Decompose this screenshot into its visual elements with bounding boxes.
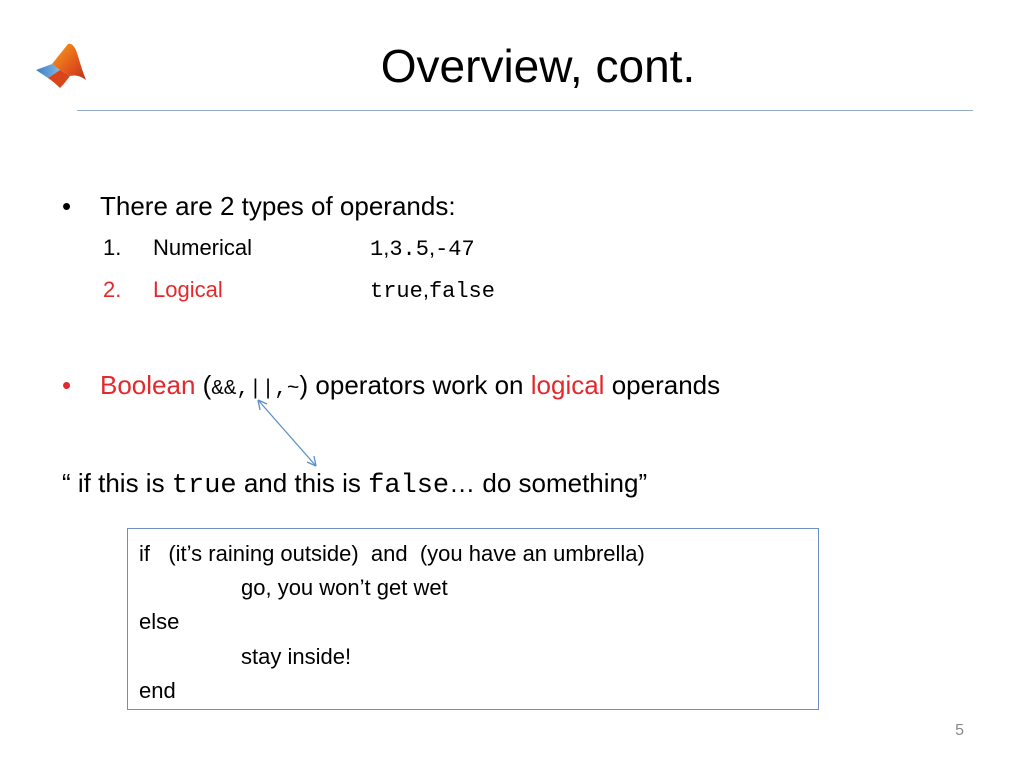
example-value: 3.5 — [389, 237, 429, 262]
page-number: 5 — [955, 722, 964, 739]
double-arrow-icon — [250, 392, 326, 474]
text-fragment: operands — [604, 370, 721, 400]
code-line-then: go, you won’t get wet — [241, 575, 448, 600]
slide-title: Overview, cont. — [380, 40, 696, 92]
text-fragment: ( — [195, 370, 212, 400]
quote-line — [62, 466, 647, 503]
list-number: 1. — [103, 235, 122, 260]
example-value: -47 — [435, 237, 475, 262]
list-label-logical: Logical — [153, 277, 223, 302]
code-false: false — [368, 471, 450, 501]
example-value: false — [428, 279, 495, 304]
title-divider — [77, 110, 973, 111]
text-fragment: and this is — [236, 468, 369, 498]
code-true: true — [171, 471, 237, 501]
example-value: true — [370, 279, 423, 304]
code-line-else: else — [139, 609, 180, 634]
logical-keyword: logical — [530, 370, 605, 400]
list-label-numerical: Numerical — [153, 235, 253, 260]
bullet-text: There are 2 types of operands: — [100, 191, 456, 221]
operator-symbols: &&,||,~ — [211, 378, 300, 401]
code-line-else-body: stay inside! — [241, 644, 352, 669]
bullet-marker: • — [62, 191, 72, 221]
bullet-text — [100, 369, 720, 406]
separator: , — [428, 235, 436, 260]
example-value: 1 — [370, 237, 384, 262]
numerical-examples — [370, 234, 475, 264]
text-fragment: “ if this is — [62, 468, 172, 498]
logical-examples — [370, 276, 495, 306]
code-line-if: if (it’s raining outside) and (you have an umbrella) — [139, 541, 645, 566]
bullet-marker: • — [62, 370, 72, 400]
list-number: 2. — [103, 277, 122, 302]
text-fragment: ) operators work on — [299, 370, 531, 400]
text-fragment: … do something” — [449, 468, 648, 498]
boolean-keyword: Boolean — [100, 370, 196, 400]
separator: , — [422, 277, 429, 302]
code-line-end: end — [139, 678, 176, 703]
separator: , — [383, 235, 390, 260]
